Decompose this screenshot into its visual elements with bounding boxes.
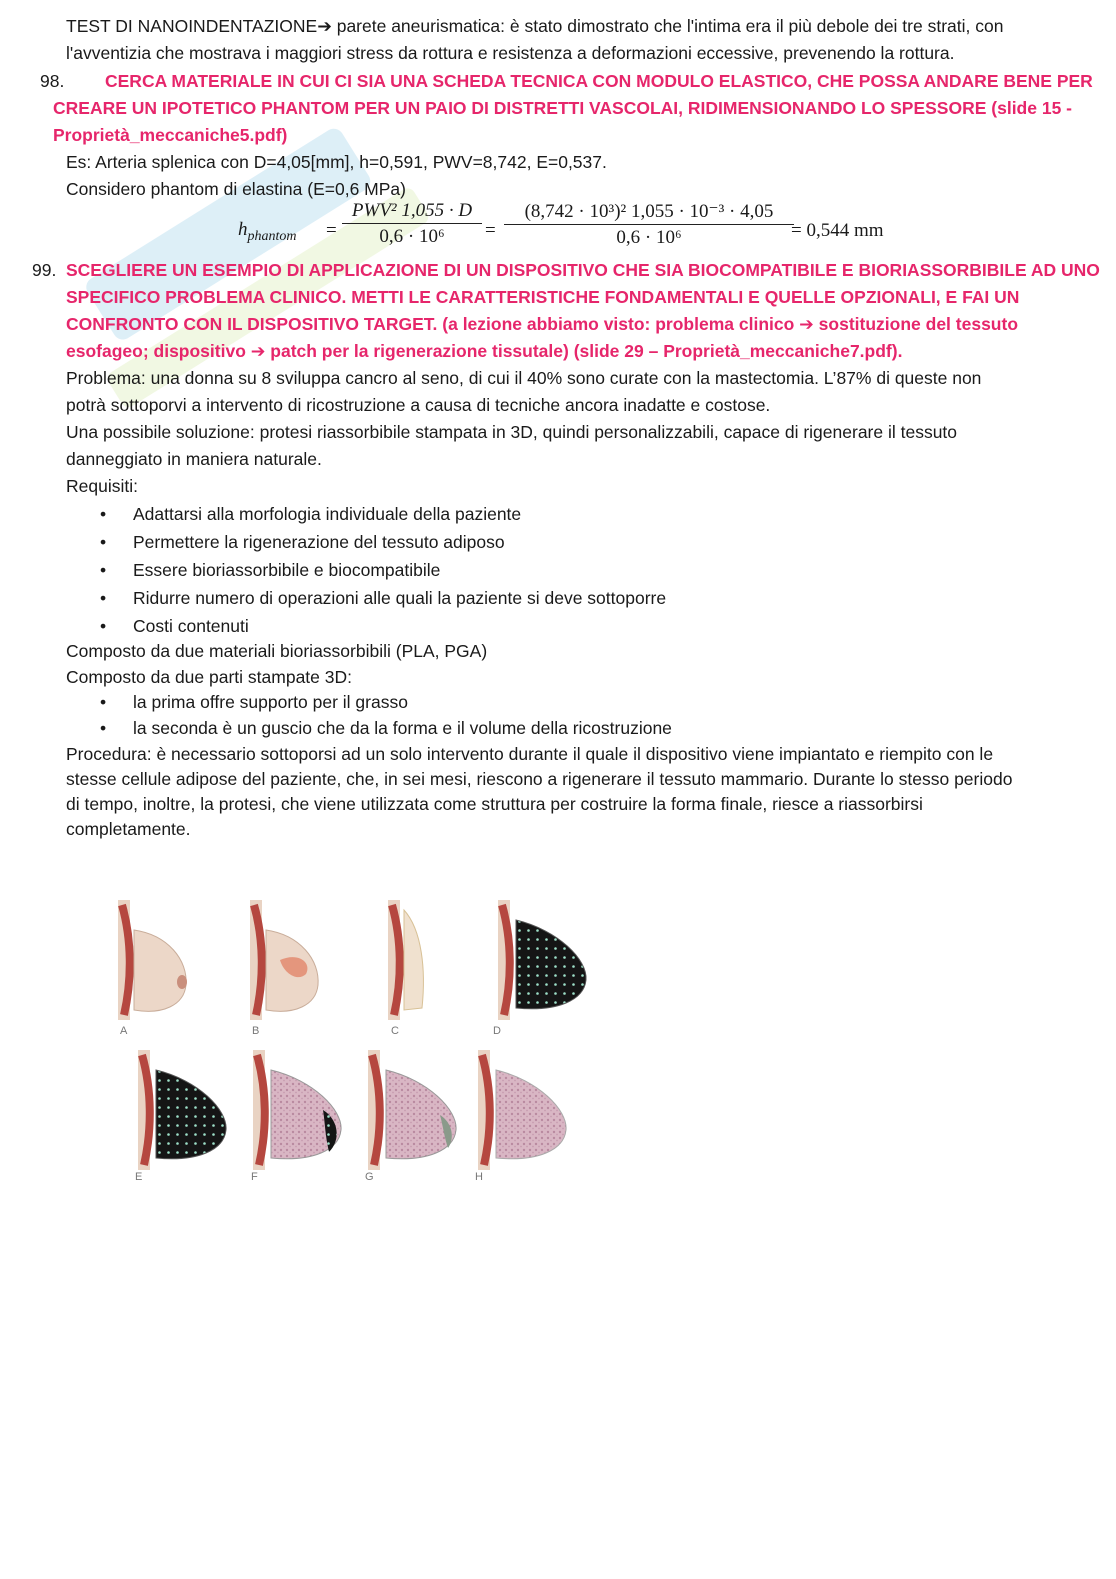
formula-eq-2: = [485,220,496,241]
panel-g [368,1050,456,1170]
question-99-line-4: esofageo; dispositivo ➔ patch per la rigenerazione tissutale) (slide 29 – Proprietà_meccaniche7.pdf). [66,341,903,361]
panel-f [253,1050,341,1170]
panel-h [478,1050,566,1170]
composition-parts: Composto da due parti stampate 3D: [66,667,352,687]
bullet-icon: • [100,504,107,524]
procedure-line-2: stesse cellule adipose del paziente, che, in sei mesi, riescono a rigenerare il tessuto mammario. Durante lo stesso periodo [66,769,1013,789]
list-item: Essere bioriassorbibile e biocompatibile [133,560,441,580]
figure-illustration [108,890,628,1190]
panel-c [388,900,423,1020]
question-99-line-3: CONFRONTO CON IL DISPOSITIVO TARGET. (a lezione abbiamo visto: problema clinico ➔ sostituzione del tessuto [66,314,1019,334]
question-98-line-2: CREARE UN IPOTETICO PHANTOM PER UN PAIO DI DISTRETTI VASCOLAI, RIDIMENSIONANDO LO SPESSORE (slide 15 - [53,98,1072,118]
panel-a [118,900,187,1020]
panel-label-c: C [391,1025,399,1037]
list-item: la prima offre supporto per il grasso [133,692,408,712]
problem-line-2: potrà sottoporvi a intervento di ricostruzione a causa di tecniche ancora inadatte e costose. [66,395,771,415]
panel-label-f: F [251,1171,258,1183]
formula-eq-1: = [326,220,337,241]
list-item: Adattarsi alla morfologia individuale della paziente [133,504,522,524]
question-98-line-1: CERCA MATERIALE IN CUI CI SIA UNA SCHEDA TECNICA CON MODULO ELASTICO, CHE POSSA ANDARE BENE PER [105,71,1093,91]
list-item: la seconda è un guscio che da la forma e il volume della ricostruzione [133,718,672,738]
panel-d [498,900,586,1020]
question-98-line-3: Proprietà_meccaniche5.pdf) [53,125,288,145]
procedure-line-3: di tempo, inoltre, la protesi, che viene utilizzata come struttura per costruire la forma finale, riesce a riassorbirsi [66,794,923,814]
question-98-number: 98. [40,71,65,91]
panel-e [138,1050,226,1170]
formula-fraction-1: PWV² 1,055 · D 0,6 · 10⁶ [342,200,482,248]
intro-line-2: l'avventizia che mostrava i maggiori stress da rottura e resistenza a deformazioni eccessive, prevenendo la rottura. [66,43,955,63]
solution-line-1: Una possibile soluzione: protesi riassorbibile stampata in 3D, quindi personalizzabili, capace di rigenerare il tessuto [66,422,958,442]
procedure-line-1: Procedura: è necessario sottoporsi ad un solo intervento durante il quale il dispositivo viene impiantato e riempito con le [66,744,994,764]
bullet-icon: • [100,532,107,552]
bullet-icon: • [100,588,107,608]
formula-lhs: $h_{phantom}$ [238,219,297,244]
question-99-line-2: SPECIFICO PROBLEMA CLINICO. METTI LE CARATTERISTICHE FONDAMENTALI E QUELLE OPZIONALI, E FAI UN [66,287,1020,307]
reconstruction-stages-figure [108,890,628,1190]
list-item: Permettere la rigenerazione del tessuto adiposo [133,532,505,552]
bullet-icon: • [100,616,107,636]
panel-label-a: A [120,1025,128,1037]
problem-line-1: Problema: una donna su 8 sviluppa cancro al seno, di cui il 40% sono curate con la mastectomia. L’87% di queste non [66,368,982,388]
bullet-icon: • [100,718,107,738]
list-item: Ridurre numero di operazioni alle quali la paziente si deve sottoporre [133,588,667,608]
example-text: Es: Arteria splenica con D=4,05[mm], h=0,591, PWV=8,742, E=0,537. [66,152,607,172]
solution-line-2: danneggiato in maniera naturale. [66,449,322,469]
bullet-icon: • [100,692,107,712]
panel-label-h: H [475,1171,483,1183]
question-99-number: 99. [32,260,57,280]
panel-label-d: D [493,1025,501,1037]
bullet-icon: • [100,560,107,580]
procedure-line-4: completamente. [66,819,191,839]
formula-fraction-2: $\frac{\text{(8,742 · 10³)² 1,055 · 10⁻³ · 4,05}}{\text{0,6 · 10⁶}}$ [504,200,794,249]
question-99-line-1: SCEGLIERE UN ESEMPIO DI APPLICAZIONE DI UN DISPOSITIVO CHE SIA BIOCOMPATIBILE E BIORIASSORBIBILE AD UNO [66,260,1100,280]
panel-label-b: B [252,1025,260,1037]
consider-text: Considero phantom di elastina (E=0,6 MPa) [66,179,406,199]
right-arrow-icon: ➔ [317,16,332,36]
formula-result: = 0,544 mm [791,220,884,241]
panel-b [250,900,318,1020]
intro-line-1: TEST DI NANOINDENTAZIONE➔ parete aneurismatica: è stato dimostrato che l'intima era il più debole dei tre strati, con [66,16,1004,36]
composition-materials: Composto da due materiali bioriassorbibili (PLA, PGA) [66,641,488,661]
requirements-heading: Requisiti: [66,476,138,496]
list-item: Costi contenuti [133,616,249,636]
panel-label-g: G [365,1171,374,1183]
panel-label-e: E [135,1171,143,1183]
